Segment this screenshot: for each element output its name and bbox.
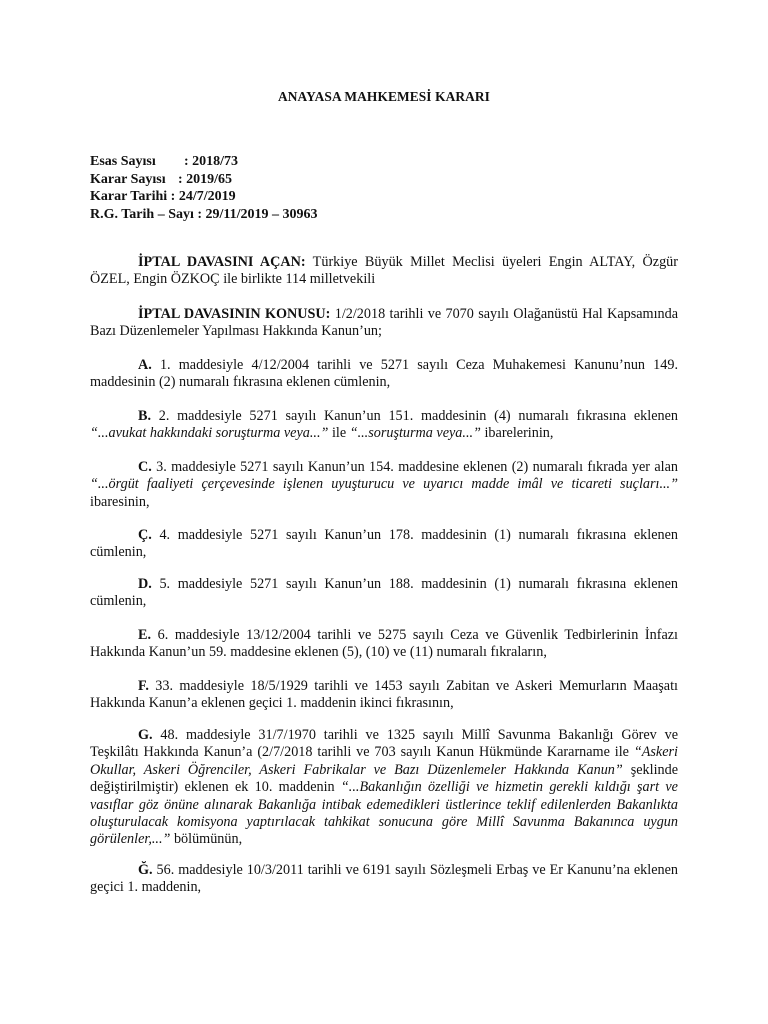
item-cc xyxy=(90,527,678,562)
subject-paragraph xyxy=(90,306,678,341)
subject-text: 1/2/2018 tarihli ve 7070 sayılı Olağanüstü Hal Kapsamında Bazı Düzenlemeler Yapılması Hakkında Kanun’un; xyxy=(90,306,678,340)
item-a-text: 1. maddesiyle 4/12/2004 tarihli ve 5271 sayılı Ceza Muhakemesi Kanunu’nun 149. maddesinin (2) numaralı fıkrasına eklenen cümlenin, xyxy=(90,357,678,391)
esas-label: Esas Sayısı xyxy=(90,154,156,169)
tarih-value: : 24/7/2019 xyxy=(170,189,236,204)
item-b-quote: “...soruşturma veya...” xyxy=(349,425,481,442)
item-f xyxy=(90,678,678,713)
rg-value: : 29/11/2019 – 30963 xyxy=(197,206,318,222)
item-b-text: ile xyxy=(328,425,350,442)
case-metadata xyxy=(90,153,318,223)
karar-label: Karar Sayısı xyxy=(90,171,166,187)
subject-label: İPTAL DAVASININ KONUSU: xyxy=(138,306,331,322)
item-d xyxy=(90,576,678,611)
item-e xyxy=(90,627,678,662)
document-title: ANAYASA MAHKEMESİ KARARI xyxy=(278,89,490,104)
item-g-quote: “...Bakanlığın özelliği ve hizmetin gerekli kıldığı şart ve vasıflar göz önüne alınarak Bakanlığa intibak edemedikleri üstlerince teklif edilenlerden Bakanlıkta oluşturulacak komisyona yaptırılacak tahkikat sonucuna göre Millî Savunma Bakanınca uygun görülenler,...” xyxy=(90,779,678,848)
item-c xyxy=(90,459,678,511)
karar-value: : 2019/65 xyxy=(178,171,233,187)
item-a-label: A. xyxy=(138,357,152,373)
item-g-label: G. xyxy=(138,727,153,743)
item-a xyxy=(90,357,678,392)
item-g-text: bölümünün, xyxy=(170,831,243,848)
item-g-quote: “Askeri Okullar, Askeri Öğrenciler, Askeri Fabrikalar ve Bazı Düzenlemeler Hakkında Kanun” xyxy=(90,744,678,778)
esas-value: : 2018/73 xyxy=(184,154,239,169)
item-gg xyxy=(90,862,678,897)
item-b-quote: “...avukat hakkındaki soruşturma veya...” xyxy=(90,425,329,442)
esas-row xyxy=(90,153,318,171)
tarih-row xyxy=(90,188,318,206)
item-c-label: C. xyxy=(138,459,152,475)
item-cc-label: Ç. xyxy=(138,527,152,543)
karar-row xyxy=(90,171,318,189)
item-d-label: D. xyxy=(138,576,152,592)
item-g-text: 48. maddesiyle 31/7/1970 tarihli ve 1325 sayılı Millî Savunma Bakanlığı Görev ve Teşkilâtı Hakkında Kanun’a (2/7/2018 tarihli ve 703 sayılı Kanun Hükmünde Kararname ile xyxy=(90,727,678,761)
applicant-text: Türkiye Büyük Millet Meclisi üyeleri Engin ALTAY, Özgür ÖZEL, Engin ÖZKOÇ ile birlikte 114 milletvekili xyxy=(90,254,678,288)
item-f-label: F. xyxy=(138,678,149,694)
rg-row xyxy=(90,206,318,224)
item-c-quote: “...örgüt faaliyeti çerçevesinde işlenen uyuşturucu ve uyarıcı madde imâl ve ticareti suçları...” xyxy=(90,476,678,493)
item-b xyxy=(90,408,678,443)
item-d-text: 5. maddesiyle 5271 sayılı Kanun’un 188. maddesinin (1) numaralı fıkrasına eklenen cümlenin, xyxy=(90,576,678,610)
item-g xyxy=(90,727,678,849)
tarih-label: Karar Tarihi xyxy=(90,189,168,204)
item-cc-text: 4. maddesiyle 5271 sayılı Kanun’un 178. maddesinin (1) numaralı fıkrasına eklenen cümlenin, xyxy=(90,527,678,561)
item-c-text: 3. maddesiyle 5271 sayılı Kanun’un 154. maddesine eklenen (2) numaralı fıkrada yer alan xyxy=(151,459,678,475)
applicant-paragraph xyxy=(90,254,678,289)
item-e-text: 6. maddesiyle 13/12/2004 tarihli ve 5275 sayılı Ceza ve Güvenlik Tedbirlerinin İnfazı Hakkında Kanun’un 59. maddesine eklenen (5), (10) ve (11) numaralı fıkraların, xyxy=(90,627,678,661)
item-b-label: B. xyxy=(138,408,152,424)
applicant-label: İPTAL DAVASINI AÇAN: xyxy=(138,254,306,270)
item-e-label: E. xyxy=(138,627,152,643)
item-b-text: ibarelerinin, xyxy=(480,425,554,442)
item-c-text: ibaresinin, xyxy=(90,493,150,510)
item-g-text: şeklinde değiştirilmiştir) eklenen ek 10. maddenin xyxy=(90,761,678,796)
item-f-text: 33. maddesiyle 18/5/1929 tarihli ve 1453 sayılı Zabitan ve Askeri Memurların Maaşatı Hakkında Kanun’a eklenen geçici 1. maddenin ikinci fıkrasının, xyxy=(90,678,678,712)
item-gg-text: 56. maddesiyle 10/3/2011 tarihli ve 6191 sayılı Sözleşmeli Erbaş ve Er Kanunu’na eklenen geçici 1. maddenin, xyxy=(90,862,678,896)
item-gg-label: Ğ. xyxy=(138,862,153,878)
rg-label: R.G. Tarih – Sayı xyxy=(90,206,194,222)
item-b-text: 2. maddesiyle 5271 sayılı Kanun’un 151. maddesinin (4) numaralı fıkrasına eklenen xyxy=(151,408,678,424)
